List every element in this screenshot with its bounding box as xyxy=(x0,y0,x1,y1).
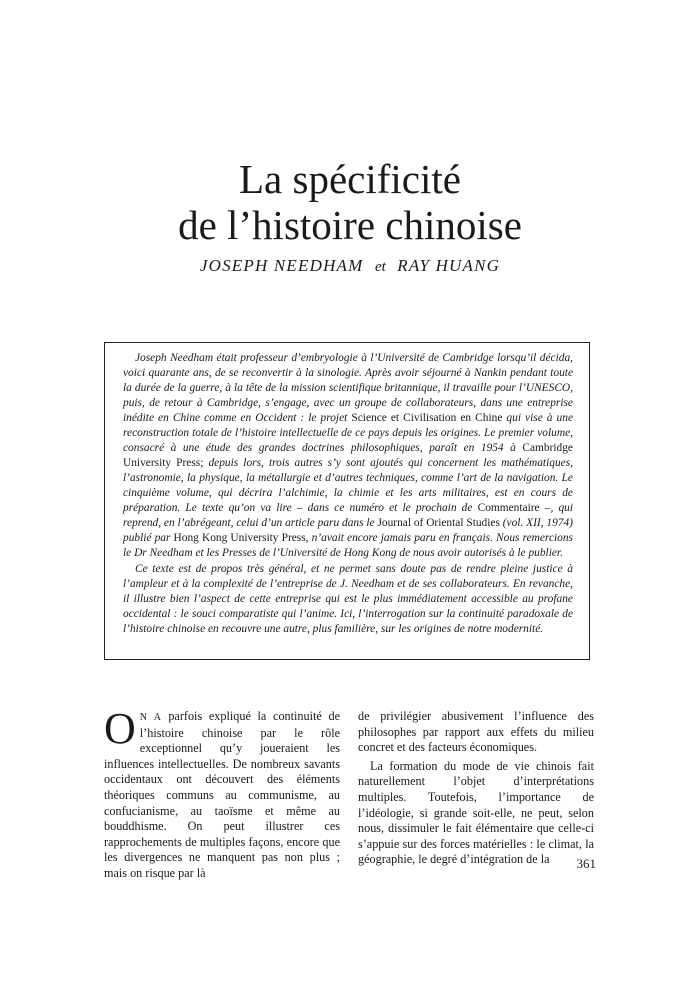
abstract-text: qui vise à une reconstruction totale de l’histoire intellectuelle de ce pays depuis les origines. Le premier volume, consacré à une étude des grandes doctrines philosophiques, paraît en 1954 à xyxy=(123,412,574,454)
abstract-paragraph xyxy=(123,351,573,561)
drop-cap: O xyxy=(104,704,136,753)
abstract-text: n’avait encore jamais paru en français. Nous remercions le Dr Needham et les Presses de l’Université de Hong Kong de nous avoir autorisés à le publier. xyxy=(123,532,573,559)
author-separator: et xyxy=(374,259,386,275)
abstract-title-reference: Journal of Oriental Studies xyxy=(377,517,500,529)
abstract-title-reference: Science et Civilisation en Chine xyxy=(351,412,503,424)
abstract-title-reference: Commentaire xyxy=(477,502,540,514)
body-paragraph: La formation du mode de vie chinois fait naturellement l’objet d’interprétations multiples. Toutefois, l’importance de l’idéologie, si grande soit-elle, ne peut, selon nous, dissimuler le fait élémentaire que celle-ci s’appuie sur des forces matérielles : le climat, la géographie, le degré d’intégration de la xyxy=(358,758,594,867)
abstract-title-reference: Hong Kong University Press, xyxy=(173,532,309,544)
abstract-title-reference: Cambridge University Press; xyxy=(123,442,573,469)
author-byline xyxy=(0,256,700,276)
abstract-text: (vol. XII, 1974) publié par xyxy=(123,517,573,544)
abstract-text: Joseph Needham était professeur d’embryologie à l’Université de Cambridge lorsqu’il décida, voici quarante ans, de se reconvertir à la sinologie. Après avoir séjourné à Nankin pendant toute la durée de la guerre, à la tête de la mission scientifique britannique, il travaille pour l’UNESCO, puis, de retour à Cambridge, s’engage, avec un groupe de collaborateurs, dans une entreprise inédite en Chine comme en Occident : le projet xyxy=(123,352,573,424)
abstract-text: –, qui reprend, en l’abrégeant, celui d’un article paru dans le xyxy=(123,502,573,529)
body-column-left xyxy=(104,704,340,882)
article-title-line-1: La spécificité xyxy=(239,156,461,202)
abstract-paragraph: Ce texte est de propos très général, et ne permet sans doute pas de rendre pleine justice à l’ampleur et à la complexité de l’entreprise de J. Needham et de ses collaborateurs. En revanche, il illustre bien l’aspect de cette entreprise qui est le plus immédiatement accessible au profane occidental : le souci comparatiste qui l’anime. Ici, l’interrogation sur la continuité paradoxale de l’histoire chinoise en recouvre une autre, plus familière, sur les origines de notre modernité. xyxy=(123,563,573,635)
body-text: parfois expliqué la continuité de l’histoire chinoise par le rôle exceptionnel qu’y joueraient les influences intellectuelles. De nombreux savants occidentaux ont découvert des éléments théoriques communs au communisme, au confucianisme, au taoïsme et même au bouddhisme. On peut illustrer ces rapprochements de multiples façons, encore que les divergences ne manquent pas non plus ; mais on risque par là xyxy=(104,709,340,880)
author-name: RAY HUANG xyxy=(397,256,501,275)
author-name: JOSEPH NEEDHAM xyxy=(199,256,364,275)
body-paragraph: de privilégier abusivement l’influence des philosophes par rapport aux effets du milieu concret et des facteurs économiques. xyxy=(358,709,594,755)
page-number: 361 xyxy=(576,856,596,871)
abstract-text: depuis lors, trois autres s’y sont ajoutés qui concernent les mathématiques, l’astronomie, la physique, la métallurgie et d’autres techniques, comme l’art de la navigation. Le cinquième volume, qui décrira l’alchimie, la chimie et les arts militaires, est en cours de préparation. Le texte qu’on va lire – dans ce numéro et le prochain de xyxy=(123,457,573,514)
body-paragraph xyxy=(104,704,340,882)
lead-small-caps: N A xyxy=(139,712,162,723)
editorial-abstract-box xyxy=(104,342,590,660)
body-column-right xyxy=(358,709,594,868)
article-title-line-2: de l’histoire chinoise xyxy=(178,202,522,248)
